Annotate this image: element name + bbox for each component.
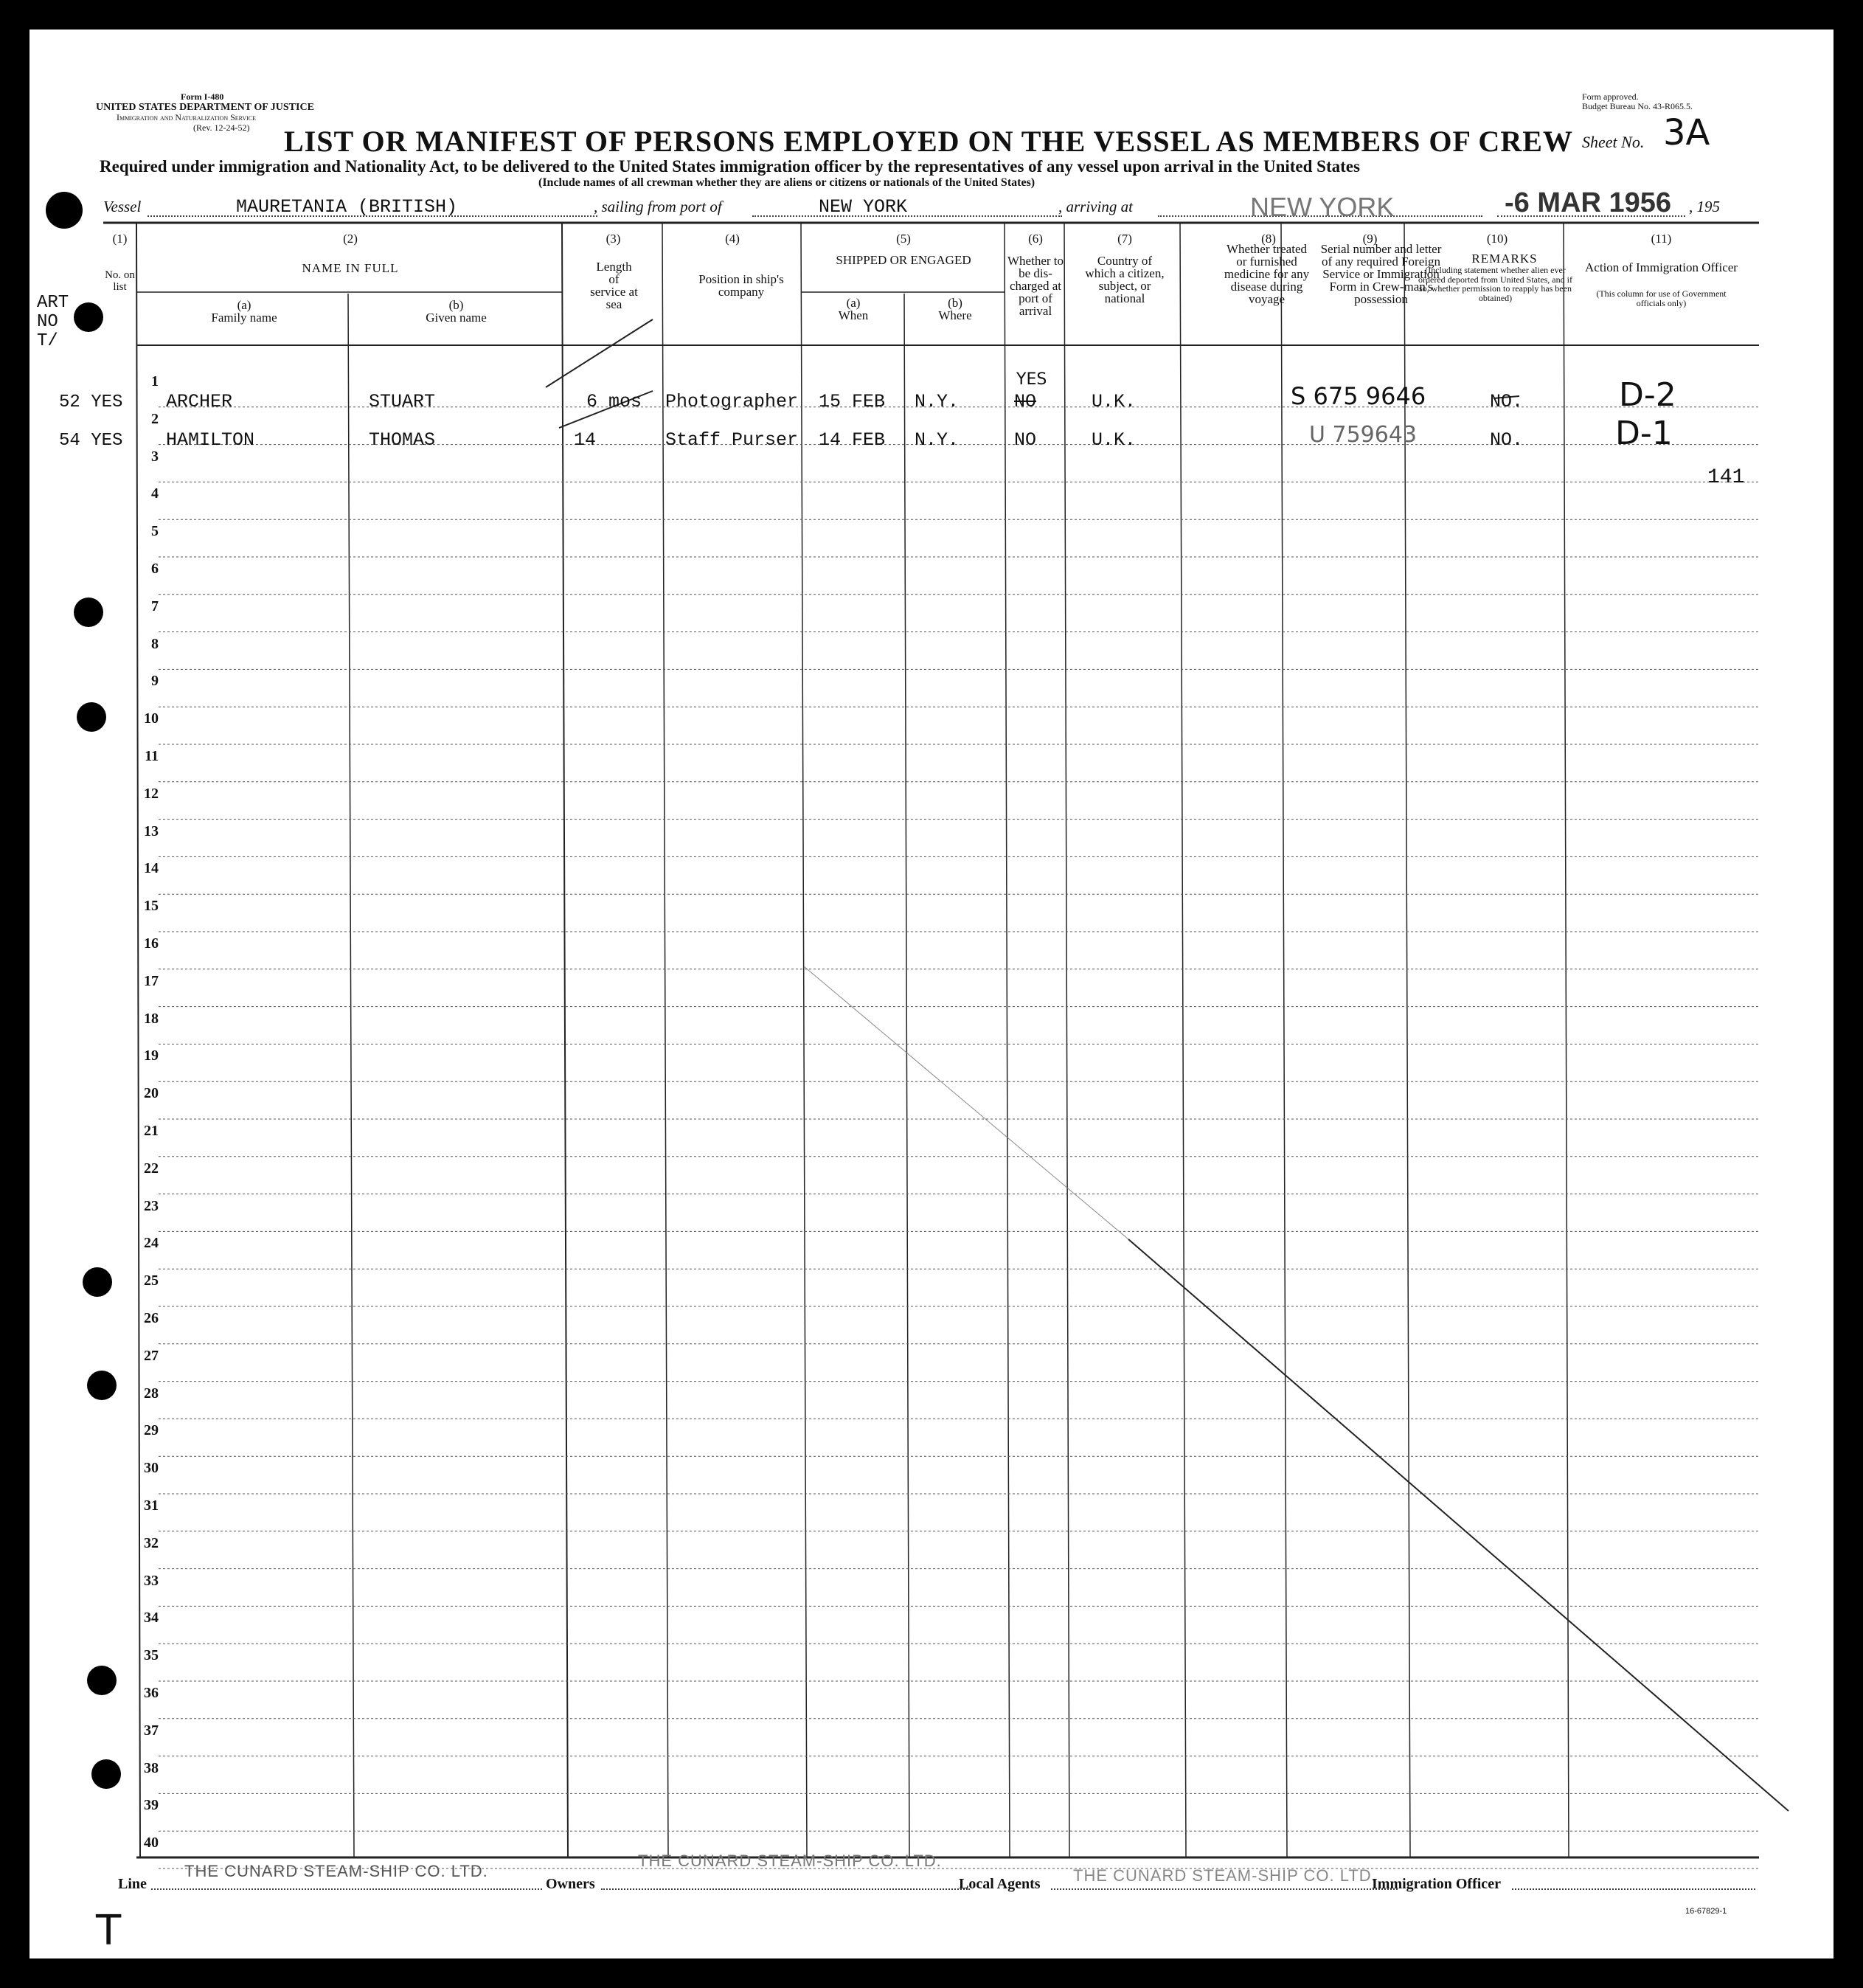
- row-number: 3: [151, 448, 159, 465]
- row-number: 15: [144, 898, 159, 915]
- col5-num: (5): [896, 232, 911, 246]
- row2-where: N.Y.: [915, 429, 960, 451]
- service: Immigration and Naturalization Service: [117, 112, 257, 122]
- punch-hole: [87, 1371, 117, 1400]
- punch-hole: [87, 1666, 117, 1695]
- row2-service: 14: [574, 429, 597, 451]
- row-number: 38: [144, 1759, 159, 1776]
- row-number: 30: [144, 1460, 159, 1477]
- row-number: 40: [144, 1835, 159, 1852]
- row-number: 32: [144, 1534, 159, 1551]
- col8-num: (8): [1261, 232, 1276, 246]
- row-number: 29: [144, 1422, 159, 1439]
- footer-owners-stamp: THE CUNARD STEAM-SHIP CO. LTD.: [638, 1852, 942, 1870]
- bottom-mark: T: [96, 1907, 122, 1955]
- row-number: 33: [144, 1572, 159, 1589]
- note: (Include names of all crewman whether they are aliens or citizens or nationals of the United States): [538, 176, 1035, 189]
- row2-serial: U 759643: [1309, 422, 1418, 448]
- col1-label: No. on list: [105, 269, 135, 293]
- row-number: 26: [144, 1310, 159, 1326]
- row-number: 18: [144, 1010, 159, 1027]
- row2-given-name: THOMAS: [369, 429, 436, 451]
- row-number: 35: [144, 1647, 159, 1664]
- row-number: 13: [144, 822, 159, 839]
- subtitle: Required under immigration and Nationality Act, to be delivered to the United States immigration officer by the representatives of any vessel upon arrival in the United States: [100, 157, 1360, 176]
- footer-owners-label: Owners: [546, 1876, 595, 1892]
- col2-num: (2): [343, 232, 358, 246]
- footer-owners-underline: [601, 1888, 970, 1890]
- col5b-num: (b): [948, 296, 962, 310]
- row1-service: 6 mos: [586, 391, 642, 412]
- footer-line-stamp: THE CUNARD STEAM-SHIP CO. LTD.: [184, 1862, 488, 1880]
- row-number: 20: [144, 1085, 159, 1102]
- col5-label: SHIPPED OR ENGAGED: [836, 253, 971, 267]
- col4-num: (4): [725, 232, 740, 246]
- row2-family-name: HAMILTON: [166, 429, 255, 451]
- form-approved: Form approved.: [1582, 91, 1639, 102]
- date-stamp: -6 MAR 1956: [1505, 187, 1671, 218]
- row-number: 6: [151, 561, 159, 577]
- row1-margin-note: 52 YES: [59, 392, 123, 412]
- row-number: 14: [144, 860, 159, 877]
- col3-num: (3): [606, 232, 621, 246]
- row1-when: 15 FEB: [819, 391, 886, 412]
- col7-label: Country of which a citizen, subject, or national: [1085, 254, 1165, 305]
- row2-country: U.K.: [1092, 429, 1137, 451]
- col3-label: Length of service at sea: [590, 260, 638, 311]
- col11-num: (11): [1651, 232, 1672, 246]
- col8-label: Whether treated or furnished medicine for any disease during voyage: [1224, 242, 1310, 306]
- col10-label: REMARKS: [1471, 252, 1538, 266]
- col2a-label: Family name: [211, 311, 277, 325]
- row-number: 24: [144, 1235, 159, 1252]
- col4-label: Position in ship's company: [698, 272, 784, 299]
- vessel-label: Vessel: [103, 198, 142, 215]
- arriving-label: , arriving at: [1058, 198, 1133, 215]
- row1-where: N.Y.: [915, 391, 960, 412]
- footer-line-underline: [151, 1888, 542, 1890]
- row-number: 23: [144, 1197, 159, 1214]
- col2b-label: Given name: [426, 311, 487, 325]
- row-number: 1: [151, 373, 159, 389]
- row-number: 22: [144, 1160, 159, 1177]
- col10-sub: (Including statement whether alien ever ordered deported from United States, and if so, whether permission to reapply has been obtained): [1418, 265, 1572, 303]
- footer-agents-underline: [1051, 1888, 1398, 1890]
- row-number: 27: [144, 1347, 159, 1364]
- col5a-label: When: [838, 308, 869, 322]
- row-number: 28: [144, 1385, 159, 1402]
- col9-num: (9): [1362, 232, 1378, 246]
- art-no-note: ART NO T/: [37, 293, 69, 351]
- col5b-label: Where: [938, 308, 972, 322]
- row-number: 36: [144, 1685, 159, 1701]
- manifest-sheet: [30, 30, 1833, 1958]
- punch-hole: [74, 598, 103, 627]
- col11-label: Action of Immigration Officer: [1585, 260, 1738, 274]
- row-number: 12: [144, 785, 159, 802]
- row-number: 9: [151, 673, 159, 690]
- punch-hole: [77, 702, 106, 732]
- budget-bureau: Budget Bureau No. 43-R065.5.: [1582, 101, 1693, 111]
- arriving-value: NEW YORK: [1250, 192, 1395, 222]
- row1-family-name: ARCHER: [166, 391, 233, 412]
- row-number: 4: [151, 485, 159, 502]
- row2-margin-note: 54 YES: [59, 431, 123, 451]
- row1-discharged-correction: YES: [1016, 370, 1047, 389]
- row-number: 19: [144, 1047, 159, 1064]
- row2-action: D-1: [1615, 415, 1673, 452]
- row-number: 5: [151, 523, 159, 540]
- row-number: 25: [144, 1272, 159, 1289]
- row2-remarks: NO.: [1490, 429, 1524, 451]
- row-number: 21: [144, 1123, 159, 1139]
- col5a-num: (a): [846, 296, 861, 310]
- punch-hole: [91, 1759, 121, 1789]
- footer-agents-stamp: THE CUNARD STEAM-SHIP CO. LTD.: [1073, 1866, 1377, 1885]
- row-number: 16: [144, 935, 159, 952]
- row1-country: U.K.: [1092, 391, 1137, 412]
- vessel-value: MAURETANIA (BRITISH): [236, 196, 458, 218]
- print-code: 16-67829-1: [1685, 1907, 1727, 1916]
- row-number: 10: [144, 710, 159, 727]
- sheet-label: Sheet No.: [1582, 133, 1645, 151]
- footer-agents-label: Local Agents: [959, 1876, 1041, 1892]
- revision: (Rev. 12-24-52): [193, 122, 250, 133]
- col6-label: Whether to be dis-charged at port of arrival: [1007, 254, 1064, 318]
- row-number: 11: [145, 748, 159, 764]
- punch-hole: [74, 302, 103, 332]
- extra-note: 141: [1707, 466, 1745, 489]
- row1-remarks: NO.: [1490, 391, 1524, 412]
- binding-blot: [46, 192, 83, 229]
- row1-action: D-2: [1619, 376, 1676, 414]
- row-number: 7: [151, 598, 159, 614]
- col2a-num: (a): [237, 298, 251, 312]
- col9-label: Serial number and letter of any required Foreign Service or Immigration Form in Crew-man's possession: [1320, 242, 1442, 306]
- row-number: 37: [144, 1722, 159, 1739]
- row-number: 34: [144, 1610, 159, 1627]
- col11-sub: (This column for use of Government officials only): [1596, 288, 1727, 308]
- sailing-value: NEW YORK: [819, 196, 908, 218]
- col2-label: NAME IN FULL: [302, 261, 399, 275]
- row2-discharged: NO: [1014, 429, 1037, 451]
- row1-serial: S 675 9646: [1291, 382, 1426, 410]
- row2-position: Staff Purser: [665, 429, 799, 451]
- sheet-number: 3A: [1663, 112, 1710, 153]
- col6-num: (6): [1028, 232, 1043, 246]
- row-number: 31: [144, 1497, 159, 1514]
- page-title: LIST OR MANIFEST OF PERSONS EMPLOYED ON THE VESSEL AS MEMBERS OF CREW: [284, 125, 1573, 158]
- sailing-label: , sailing from port of: [594, 198, 722, 215]
- department: UNITED STATES DEPARTMENT OF JUSTICE: [96, 102, 314, 113]
- footer-officer-label: Immigration Officer: [1372, 1876, 1501, 1892]
- row-number: 8: [151, 635, 159, 652]
- form-number: Form I-480: [181, 91, 224, 102]
- col1-num: (1): [112, 232, 128, 246]
- row-number: 17: [144, 972, 159, 989]
- row1-given-name: STUART: [369, 391, 436, 412]
- row2-when: 14 FEB: [819, 429, 886, 451]
- col7-num: (7): [1117, 232, 1132, 246]
- row-number: 39: [144, 1797, 159, 1814]
- row1-discharged: NO: [1014, 391, 1037, 412]
- footer-officer-underline: [1512, 1888, 1755, 1890]
- col2b-num: (b): [448, 298, 464, 312]
- punch-hole: [83, 1267, 112, 1297]
- col10-num: (10): [1486, 232, 1508, 246]
- year-label: , 195: [1689, 198, 1720, 215]
- footer-line-label: Line: [118, 1876, 147, 1892]
- row-number: 2: [151, 410, 159, 427]
- row1-position: Photographer: [665, 391, 799, 412]
